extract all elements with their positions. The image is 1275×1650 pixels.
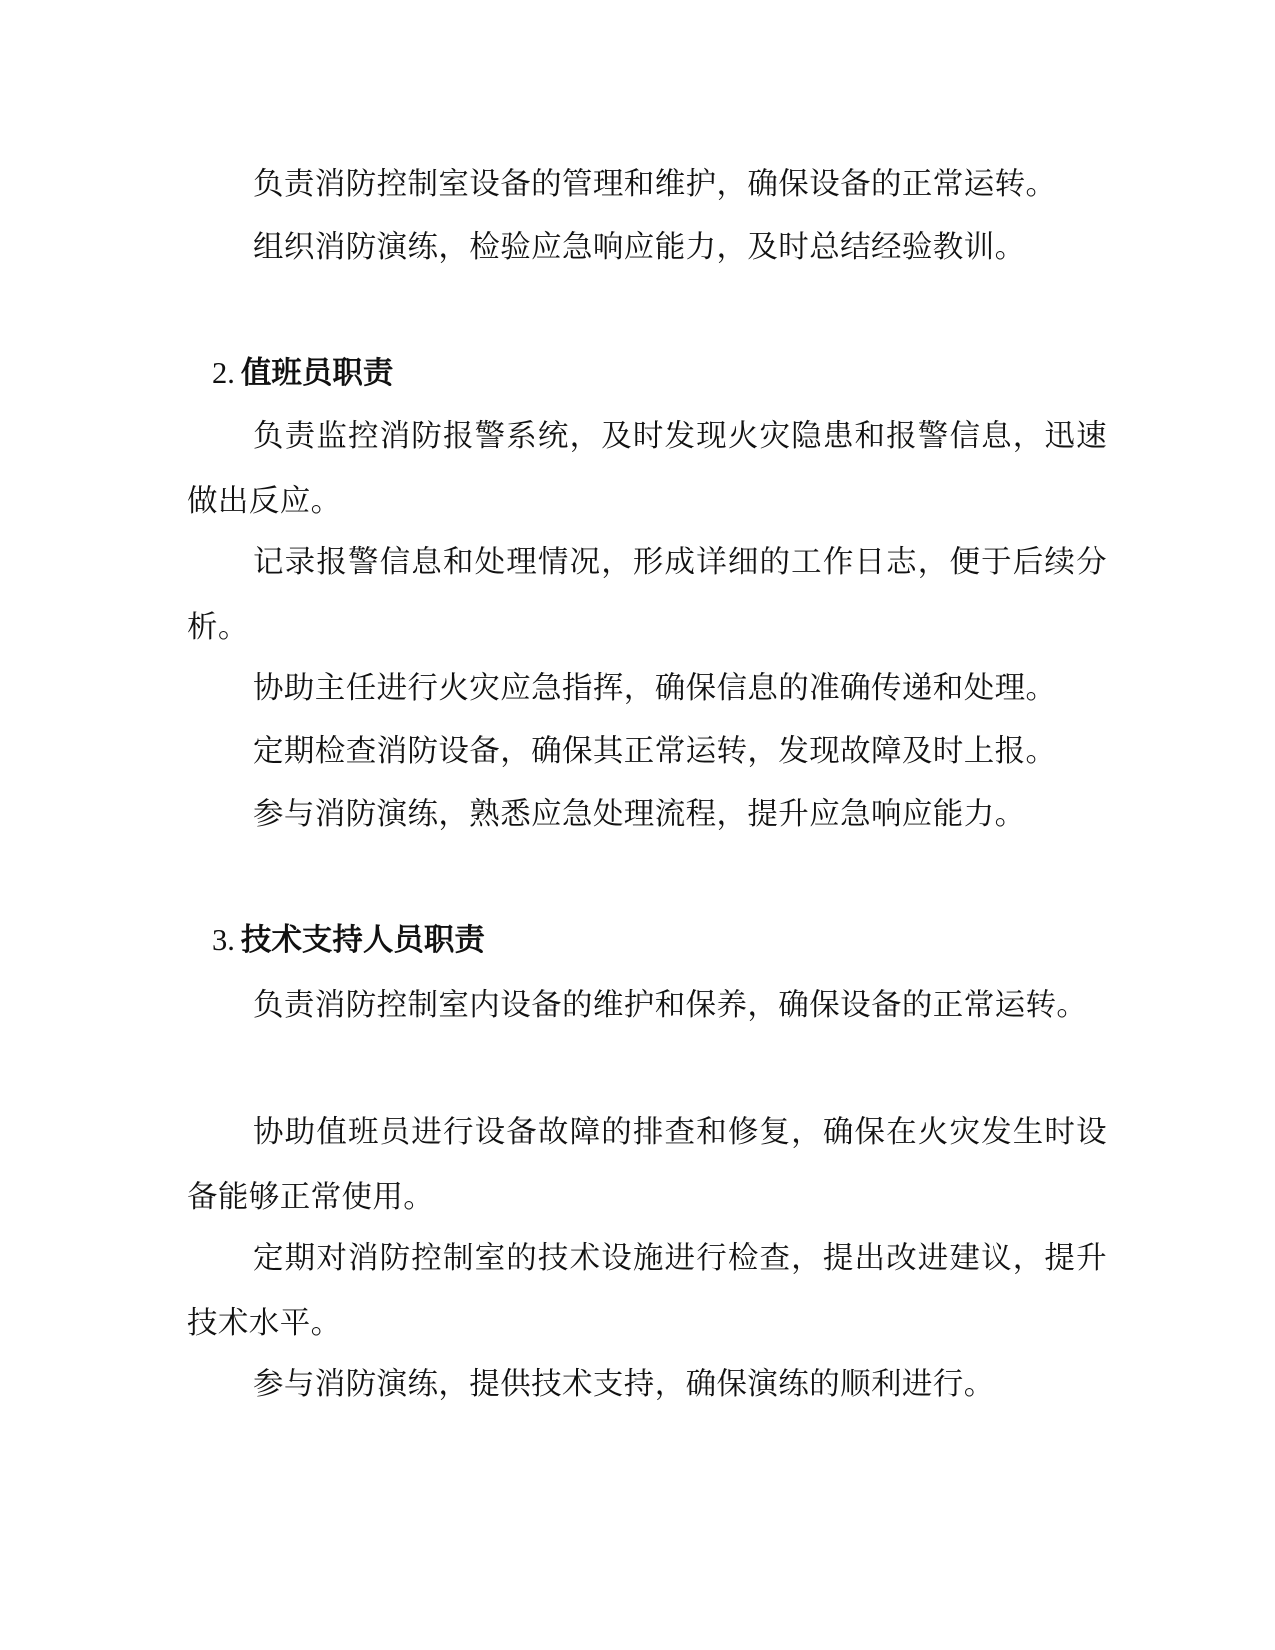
paragraph: 定期检查消防设备，确保其正常运转，发现故障及时上报。 bbox=[253, 734, 1057, 769]
paragraph: 负责监控消防报警系统，及时发现火灾隐患和报警信息，迅速做出反应。 bbox=[187, 419, 1107, 519]
paragraph: 组织消防演练，检验应急响应能力，及时总结经验教训。 bbox=[253, 230, 1026, 265]
paragraph: 协助值班员进行设备故障的排查和修复，确保在火灾发生时设备能够正常使用。 bbox=[187, 1115, 1107, 1215]
section-title: 值班员职责 bbox=[240, 355, 394, 391]
section-heading-3 bbox=[212, 908, 485, 973]
paragraph: 定期对消防控制室的技术设施进行检查，提出改进建议，提升技术水平。 bbox=[187, 1241, 1107, 1341]
paragraph: 记录报警信息和处理情况，形成详细的工作日志，便于后续分析。 bbox=[187, 545, 1107, 645]
paragraph: 负责消防控制室设备的管理和维护，确保设备的正常运转。 bbox=[253, 167, 1057, 202]
section-title: 技术支持人员职责 bbox=[240, 922, 485, 958]
paragraph: 参与消防演练，提供技术支持，确保演练的顺利进行。 bbox=[253, 1367, 995, 1402]
paragraph: 协助主任进行火灾应急指挥，确保信息的准确传递和处理。 bbox=[253, 671, 1057, 706]
section-number: 3. bbox=[212, 923, 235, 957]
section-number: 2. bbox=[212, 356, 235, 390]
section-heading-2 bbox=[212, 341, 393, 406]
paragraph: 参与消防演练，熟悉应急处理流程，提升应急响应能力。 bbox=[253, 797, 1026, 832]
paragraph: 负责消防控制室内设备的维护和保养，确保设备的正常运转。 bbox=[253, 988, 1088, 1023]
